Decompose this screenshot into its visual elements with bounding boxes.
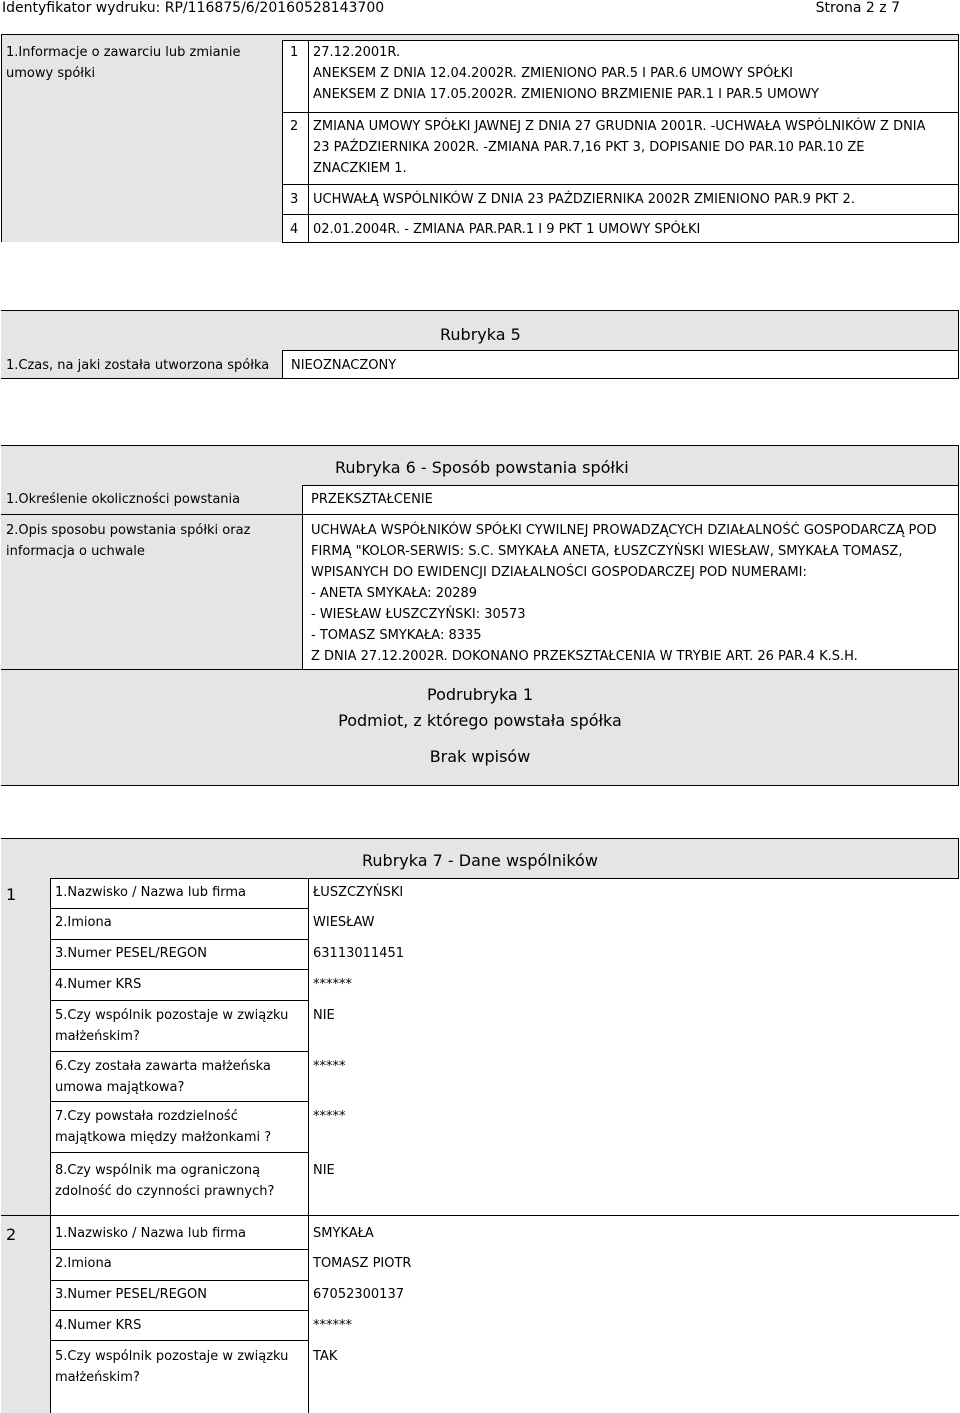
partner-field-label: 3.Numer PESEL/REGON bbox=[55, 1287, 207, 1302]
partner-field-value: ***** bbox=[313, 1109, 346, 1124]
partner-field-label: 4.Numer KRS bbox=[55, 1318, 142, 1333]
formation-description-label: 2.Opis sposobu powstania spółki oraz informacja o uchwale bbox=[6, 523, 251, 559]
rubryka-7-title: Rubryka 7 - Dane wspólników bbox=[362, 851, 598, 870]
formation-circumstance-label: 1.Określenie okoliczności powstania bbox=[6, 492, 241, 507]
partner-number: 2 bbox=[6, 1225, 17, 1244]
page-number: Strona 2 z 7 bbox=[815, 0, 900, 16]
print-identifier: Identyfikator wydruku: RP/116875/6/20160528143700 bbox=[2, 0, 385, 16]
partner-field-value: TAK bbox=[313, 1349, 338, 1364]
partner-field-value: ***** bbox=[313, 1059, 346, 1074]
podrubryka-title: Podrubryka 1 bbox=[427, 685, 533, 704]
partner-field-value: SMYKAŁA bbox=[313, 1226, 374, 1241]
partner-field-value: TOMASZ PIOTR bbox=[313, 1256, 412, 1271]
contract-info-label: 1.Informacje o zawarciu lub zmianie umowy spółki bbox=[6, 45, 245, 81]
partner-field-value: NIE bbox=[313, 1008, 335, 1023]
partner-field-value: 67052300137 bbox=[313, 1287, 404, 1302]
partner-field-label: 6.Czy została zawarta małżeńska umowa majątkowa? bbox=[55, 1059, 271, 1095]
contract-row-text: UCHWAŁĄ WSPÓLNIKÓW Z DNIA 23 PAŹDZIERNIKA 2002R ZMIENIONO PAR.9 PKT 2. bbox=[313, 192, 855, 207]
partner-field-label: 8.Czy wspólnik ma ograniczoną zdolność do czynności prawnych? bbox=[55, 1163, 275, 1199]
partner-number: 1 bbox=[6, 885, 17, 904]
partner-field-value: ŁUSZCZYŃSKI bbox=[313, 885, 404, 900]
partner-field-label: 5.Czy wspólnik pozostaje w związku małżeńskim? bbox=[55, 1008, 289, 1044]
partner-field-value: ****** bbox=[313, 1318, 352, 1333]
contract-row-text: 02.01.2004R. - ZMIANA PAR.PAR.1 I 9 PKT 1 UMOWY SPÓŁKI bbox=[313, 222, 701, 237]
partner-field-value: NIE bbox=[313, 1163, 335, 1178]
partner-field-label: 7.Czy powstała rozdzielność majątkowa między małżonkami ? bbox=[55, 1109, 272, 1145]
partner-field-label: 5.Czy wspólnik pozostaje w związku małżeńskim? bbox=[55, 1349, 289, 1385]
partner-field-label: 1.Nazwisko / Nazwa lub firma bbox=[55, 885, 247, 900]
row-number: 1 bbox=[290, 45, 299, 60]
formation-description-value: UCHWAŁA WSPÓŁNIKÓW SPÓŁKI CYWILNEJ PROWADZĄCYCH DZIAŁALNOŚĆ GOSPODARCZĄ POD FIRMĄ "KOLOR-SERWIS: S.C. SMYKAŁA ANETA, ŁUSZCZYŃSKI WIESŁAW, SMYKAŁA TOMASZ, WPISANYCH DO EWIDENCJI DZIAŁALNOŚCI GOSPODARCZEJ POD NUMERAMI: - ANETA SMYKAŁA: 20289 - WIESŁAW ŁUSZCZYŃSKI: 30573 - TOMASZ SMYKAŁA: 8335 Z DNIA 27.12.2002R. DOKONANO PRZEKSZTAŁCENIA W TRYBIE ART. 26 PAR.4 K.S.H. bbox=[311, 523, 937, 664]
duration-value: NIEOZNACZONY bbox=[291, 358, 397, 373]
partner-field-label: 4.Numer KRS bbox=[55, 977, 142, 992]
partner-field-value: WIESŁAW bbox=[313, 915, 375, 930]
partner-field-label: 2.Imiona bbox=[55, 915, 112, 930]
partner-field-label: 1.Nazwisko / Nazwa lub firma bbox=[55, 1226, 247, 1241]
row-number: 3 bbox=[290, 192, 299, 207]
row-number: 2 bbox=[290, 119, 299, 134]
partner-field-label: 3.Numer PESEL/REGON bbox=[55, 946, 207, 961]
no-entries-text: Brak wpisów bbox=[429, 747, 531, 766]
partner-field-value: ****** bbox=[313, 977, 352, 992]
partner-field-value: 63113011451 bbox=[313, 946, 404, 961]
contract-row-text: 27.12.2001R. ANEKSEM Z DNIA 12.04.2002R. ZMIENIONO PAR.5 I PAR.6 UMOWY SPÓŁKI ANEKSEM Z DNIA 17.05.2002R. ZMIENIONO BRZMIENIE PAR.1 I PAR.5 UMOWY bbox=[313, 45, 819, 102]
partner-field-label: 2.Imiona bbox=[55, 1256, 112, 1271]
podrubryka-subtitle: Podmiot, z którego powstała spółka bbox=[338, 711, 622, 730]
rubryka-5-title: Rubryka 5 bbox=[440, 325, 521, 344]
rubryka-6-title: Rubryka 6 - Sposób powstania spółki bbox=[335, 458, 629, 477]
duration-label: 1.Czas, na jaki została utworzona spółka bbox=[6, 358, 270, 373]
contract-row-text: ZMIANA UMOWY SPÓŁKI JAWNEJ Z DNIA 27 GRUDNIA 2001R. -UCHWAŁA WSPÓLNIKÓW Z DNIA 23 PAŹDZIERNIKA 2002R. -ZMIANA PAR.7,16 PKT 3, DOPISANIE DO PAR.10 PAR.10 ZE ZNACZKIEM 1. bbox=[313, 119, 926, 176]
row-number: 4 bbox=[290, 222, 299, 237]
formation-circumstance-value: PRZEKSZTAŁCENIE bbox=[311, 492, 433, 507]
